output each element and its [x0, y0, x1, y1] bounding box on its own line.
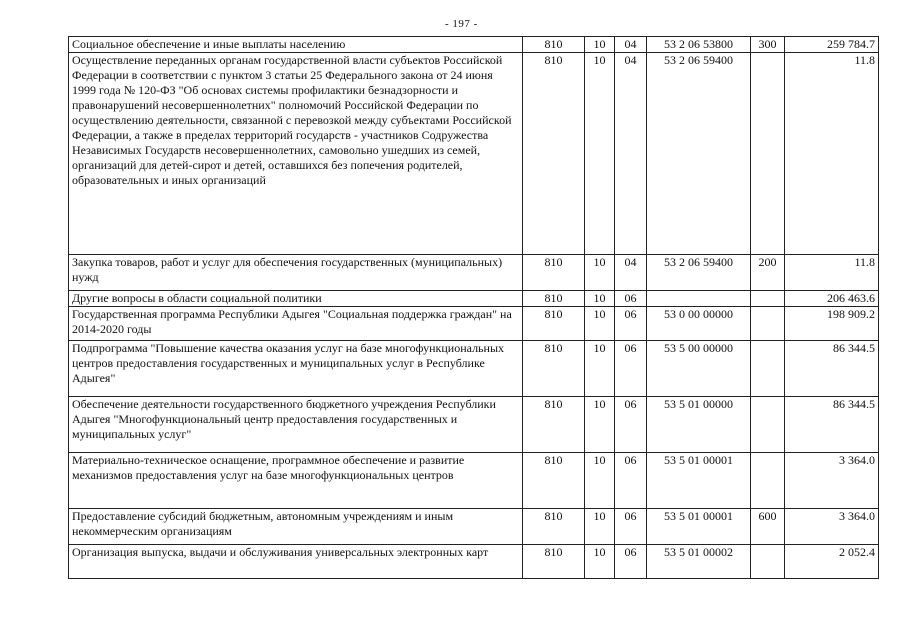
row-name: Обеспечение деятельности государственного бюджетного учреждения Республики Адыгея "Многофункциональный центр предоставления государственных и муниципальных услуг" — [69, 397, 523, 453]
row-rz: 10 — [585, 453, 615, 509]
table-row — [69, 545, 879, 579]
row-csr: 53 5 01 00001 — [647, 453, 751, 509]
row-csr: 53 2 06 59400 — [647, 255, 751, 291]
table-row — [69, 37, 879, 53]
row-vr: 200 — [751, 255, 785, 291]
row-vr — [751, 291, 785, 307]
row-rz: 10 — [585, 341, 615, 397]
row-pr: 06 — [615, 545, 647, 579]
row-csr: 53 5 01 00002 — [647, 545, 751, 579]
row-vr — [751, 453, 785, 509]
row-rz: 10 — [585, 291, 615, 307]
row-csr: 53 2 06 59400 — [647, 53, 751, 255]
row-ved: 810 — [523, 37, 585, 53]
row-vr: 300 — [751, 37, 785, 53]
row-pr: 06 — [615, 307, 647, 341]
row-name: Предоставление субсидий бюджетным, автономным учреждениям и иным некоммерческим организациям — [69, 509, 523, 545]
row-sum: 11.8 — [785, 255, 879, 291]
row-sum: 206 463.6 — [785, 291, 879, 307]
row-rz: 10 — [585, 53, 615, 255]
row-rz: 10 — [585, 37, 615, 53]
row-name: Государственная программа Республики Адыгея "Социальная поддержка граждан" на 2014-2020 годы — [69, 307, 523, 341]
row-name: Социальное обеспечение и иные выплаты населению — [69, 37, 523, 53]
row-sum: 3 364.0 — [785, 509, 879, 545]
table-row — [69, 397, 879, 453]
row-name: Организация выпуска, выдачи и обслуживания универсальных электронных карт — [69, 545, 523, 579]
table-row — [69, 255, 879, 291]
row-name: Материально-техническое оснащение, программное обеспечение и развитие механизмов предоставления услуг на базе многофункциональных центров — [69, 453, 523, 509]
table-row — [69, 53, 879, 255]
table-row — [69, 291, 879, 307]
table-row — [69, 341, 879, 397]
row-vr: 600 — [751, 509, 785, 545]
row-vr — [751, 53, 785, 255]
row-vr — [751, 545, 785, 579]
row-csr: 53 0 00 00000 — [647, 307, 751, 341]
row-sum: 3 364.0 — [785, 453, 879, 509]
row-ved: 810 — [523, 307, 585, 341]
row-ved: 810 — [523, 291, 585, 307]
row-pr: 06 — [615, 397, 647, 453]
row-csr: 53 5 00 00000 — [647, 341, 751, 397]
row-ved: 810 — [523, 453, 585, 509]
row-ved: 810 — [523, 53, 585, 255]
row-csr: 53 5 01 00000 — [647, 397, 751, 453]
row-vr — [751, 341, 785, 397]
row-ved: 810 — [523, 341, 585, 397]
page-number: - 197 - — [445, 18, 478, 30]
row-ved: 810 — [523, 545, 585, 579]
table-row — [69, 453, 879, 509]
row-rz: 10 — [585, 509, 615, 545]
row-pr: 06 — [615, 453, 647, 509]
row-sum: 11.8 — [785, 53, 879, 255]
row-pr: 06 — [615, 291, 647, 307]
table-row — [69, 307, 879, 341]
row-vr — [751, 307, 785, 341]
row-ved: 810 — [523, 255, 585, 291]
budget-table — [68, 36, 879, 579]
row-csr: 53 2 06 53800 — [647, 37, 751, 53]
row-ved: 810 — [523, 509, 585, 545]
row-csr — [647, 291, 751, 307]
row-pr: 04 — [615, 255, 647, 291]
row-rz: 10 — [585, 255, 615, 291]
row-name: Подпрограмма "Повышение качества оказания услуг на базе многофункциональных центров предоставления государственных и муниципальных услуг в Республике Адыгея" — [69, 341, 523, 397]
row-pr: 04 — [615, 37, 647, 53]
row-csr: 53 5 01 00001 — [647, 509, 751, 545]
row-sum: 86 344.5 — [785, 341, 879, 397]
row-sum: 86 344.5 — [785, 397, 879, 453]
row-rz: 10 — [585, 545, 615, 579]
row-name: Другие вопросы в области социальной политики — [69, 291, 523, 307]
row-pr: 04 — [615, 53, 647, 255]
row-ved: 810 — [523, 397, 585, 453]
row-name: Осуществление переданных органам государственной власти субъектов Российской Федерации в соответствии с пунктом 3 статьи 25 Федерального закона от 24 июня 1999 года № 120-ФЗ "Об основах системы профилактики безнадзорности и правонарушений несовершеннолетних" полномочий Российской Федерации по осуществлению деятельности, связанной с перевозкой между субъектами Российской Федерации, а также в пределах территорий государств - участников Содружества Независимых Государств несовершеннолетних, самовольно ушедших из семей, организаций для детей-сирот и детей, оставшихся без попечения родителей, образовательных и иных организаций — [69, 53, 523, 255]
row-sum: 2 052.4 — [785, 545, 879, 579]
row-sum: 198 909.2 — [785, 307, 879, 341]
row-sum: 259 784.7 — [785, 37, 879, 53]
row-rz: 10 — [585, 397, 615, 453]
table-row — [69, 509, 879, 545]
row-pr: 06 — [615, 341, 647, 397]
row-name: Закупка товаров, работ и услуг для обеспечения государственных (муниципальных) нужд — [69, 255, 523, 291]
row-rz: 10 — [585, 307, 615, 341]
row-pr: 06 — [615, 509, 647, 545]
row-vr — [751, 397, 785, 453]
